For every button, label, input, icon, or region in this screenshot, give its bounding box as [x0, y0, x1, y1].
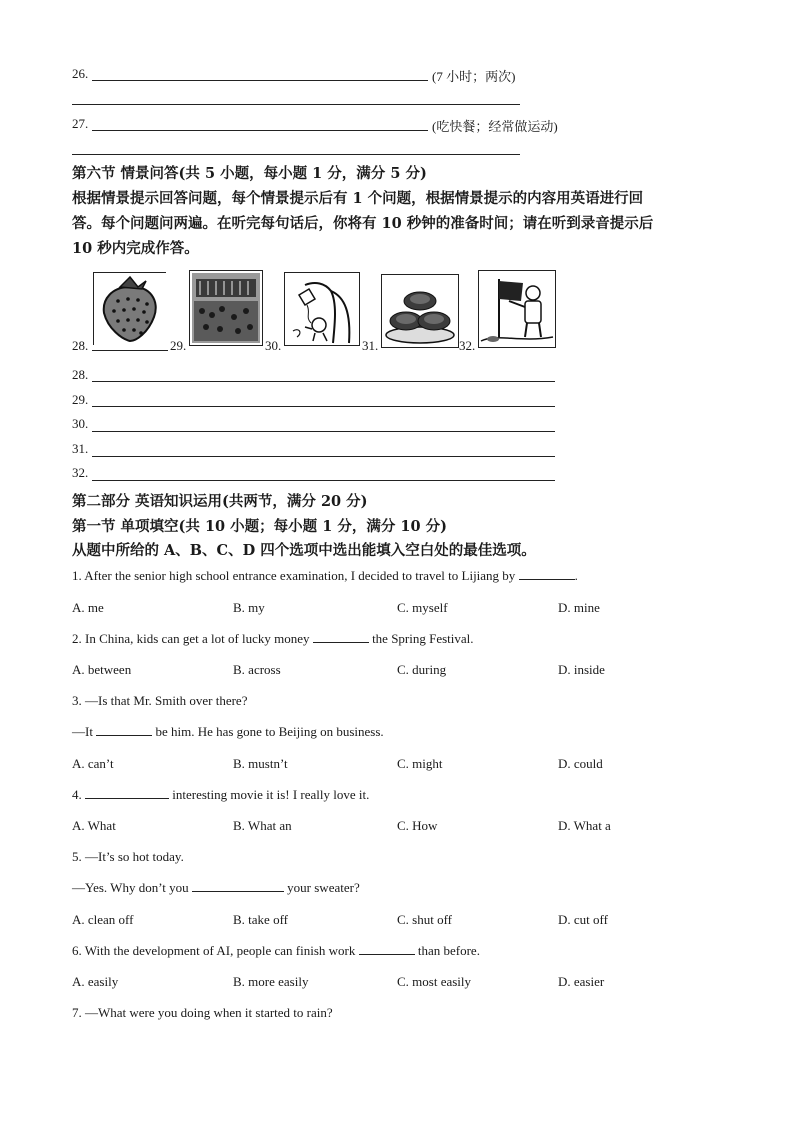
- crowd-scene-icon: [189, 270, 263, 346]
- question-5-blank[interactable]: [192, 881, 284, 892]
- q2-option-a[interactable]: A. between: [72, 662, 132, 677]
- pic-label-29: 29.: [170, 338, 187, 353]
- section6-instruction-2: 答。每个问题问两遍。在听完每句话后，你将有 10 秒钟的准备时间；请在听到录音提示后: [72, 215, 654, 232]
- q5-option-a[interactable]: A. clean off: [72, 912, 134, 927]
- pic-label-30: 30.: [265, 338, 282, 353]
- answer-label-29: 29.: [72, 392, 89, 407]
- question-7-line1: 7. —What were you doing when it started to rain?: [72, 1005, 333, 1020]
- q4-option-c[interactable]: C. How: [397, 818, 438, 833]
- answer-line-28[interactable]: [92, 381, 555, 382]
- answer-line-31[interactable]: [92, 456, 555, 457]
- part2-title: 第二部分 英语知识运用(共两节，满分 20 分): [72, 493, 368, 510]
- question-3-text-end: be him. He has gone to Beijing on business.: [152, 724, 384, 739]
- answer-label-31: 31.: [72, 441, 89, 456]
- q3-option-a[interactable]: A. can’t: [72, 756, 114, 771]
- q5-option-c[interactable]: C. shut off: [397, 912, 453, 927]
- q6-option-b[interactable]: B. more easily: [233, 974, 309, 989]
- answer-line-32[interactable]: [92, 480, 555, 481]
- part2-section1-instruction: 从题中所给的 A、B、C、D 四个选项中选出能填入空白处的最佳选项。: [72, 542, 536, 559]
- q3-option-c[interactable]: C. might: [397, 756, 443, 771]
- question-4: [72, 787, 369, 803]
- answer-label-28: 28.: [72, 367, 89, 382]
- q27-answer-line[interactable]: [92, 130, 428, 131]
- pic-label-31: 31.: [362, 338, 379, 353]
- pic-line-28: [92, 350, 168, 351]
- mooncakes-icon: [381, 274, 459, 348]
- answer-label-32: 32.: [72, 465, 89, 480]
- answer-line-29[interactable]: [92, 406, 555, 407]
- q6-option-c[interactable]: C. most easily: [397, 974, 472, 989]
- kite-tree-icon: [284, 272, 360, 346]
- q2-option-b[interactable]: B. across: [233, 662, 281, 677]
- q27-hint: (吃快餐；经常做运动): [432, 119, 558, 134]
- question-3: [72, 724, 384, 740]
- question-6: [72, 943, 480, 959]
- q26-number: 26.: [72, 66, 89, 81]
- q5-option-b[interactable]: B. take off: [233, 912, 288, 927]
- q1-option-c[interactable]: C. myself: [397, 600, 448, 615]
- astronaut-flag-icon: [478, 270, 556, 348]
- question-1: [72, 568, 578, 584]
- question-1-text-end: .: [574, 568, 578, 583]
- q1-option-b[interactable]: B. my: [233, 600, 265, 615]
- question-5-text: —Yes. Why don’t you: [72, 880, 192, 895]
- pic-label-28: 28.: [72, 338, 89, 353]
- section6-instruction-3: 10 秒内完成作答。: [72, 240, 199, 257]
- q3-option-b[interactable]: B. mustn’t: [233, 756, 288, 771]
- question-4-text: 4.: [72, 787, 85, 802]
- q1-option-a[interactable]: A. me: [72, 600, 104, 615]
- q2-option-d[interactable]: D. inside: [558, 662, 605, 677]
- question-1-blank[interactable]: [519, 569, 575, 580]
- question-4-text-end: interesting movie it is! I really love it.: [169, 787, 370, 802]
- section6-instruction-1: 根据情景提示回答问题，每个情景提示后有 1 个问题，根据情景提示的内容用英语进行回: [72, 190, 644, 207]
- q6-option-a[interactable]: A. easily: [72, 974, 119, 989]
- q6-option-d[interactable]: D. easier: [558, 974, 605, 989]
- section6-title: 第六节 情景问答(共 5 小题，每小题 1 分，满分 5 分): [72, 165, 427, 182]
- q4-option-d[interactable]: D. What a: [558, 818, 611, 833]
- question-5-text-end: your sweater?: [283, 880, 360, 895]
- q27-number: 27.: [72, 116, 89, 131]
- q4-option-b[interactable]: B. What an: [233, 818, 292, 833]
- question-3-line1: 3. —Is that Mr. Smith over there?: [72, 693, 248, 708]
- q26-hint: (7 小时；两次): [432, 69, 516, 84]
- q26-answer-line[interactable]: [92, 80, 428, 81]
- question-3-text: —It: [72, 724, 97, 739]
- answer-line-30[interactable]: [92, 431, 555, 432]
- question-4-blank[interactable]: [85, 788, 169, 799]
- q5-option-d[interactable]: D. cut off: [558, 912, 608, 927]
- question-1-text: 1. After the senior high school entrance examination, I decided to travel to Lijiang by: [72, 568, 519, 583]
- question-6-text: 6. With the development of AI, people can finish work: [72, 943, 359, 958]
- q4-option-a[interactable]: A. What: [72, 818, 116, 833]
- q2-option-c[interactable]: C. during: [397, 662, 447, 677]
- answer-label-30: 30.: [72, 416, 89, 431]
- question-6-blank[interactable]: [359, 944, 415, 955]
- question-2-text: 2. In China, kids can get a lot of lucky money: [72, 631, 313, 646]
- pic-label-32: 32.: [459, 338, 476, 353]
- question-2-text-end: the Spring Festival.: [368, 631, 474, 646]
- question-2-blank[interactable]: [313, 632, 369, 643]
- question-6-text-end: than before.: [414, 943, 480, 958]
- question-3-blank[interactable]: [96, 725, 152, 736]
- q3-option-d[interactable]: D. could: [558, 756, 603, 771]
- question-5: [72, 880, 360, 896]
- q1-option-d[interactable]: D. mine: [558, 600, 600, 615]
- strawberry-icon: [93, 272, 166, 345]
- question-2: [72, 631, 474, 647]
- part2-section1-title: 第一节 单项填空(共 10 小题；每小题 1 分，满分 10 分): [72, 518, 448, 535]
- q26-answer-line-2[interactable]: [72, 104, 520, 105]
- q27-answer-line-2[interactable]: [72, 154, 520, 155]
- question-5-line1: 5. —It’s so hot today.: [72, 849, 184, 864]
